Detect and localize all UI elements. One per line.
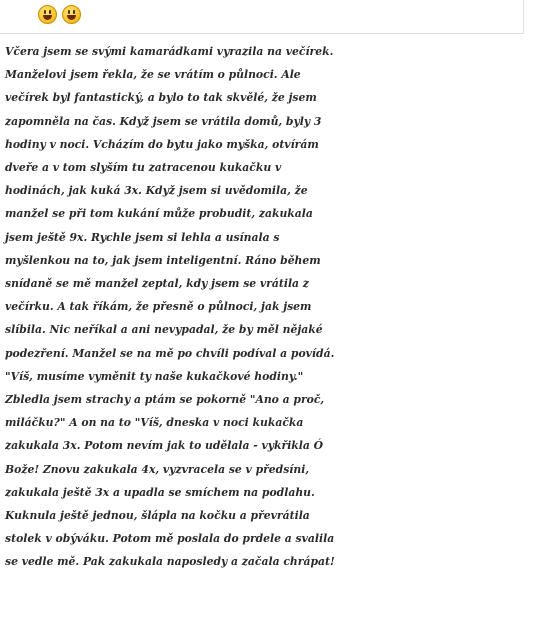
text-line: večírek byl fantastický, a bylo to tak skvělé, že jsem <box>5 91 317 105</box>
text-line: podezření. Manžel se na mě po chvíli podíval a povídá. <box>5 346 335 360</box>
text-line: "Víš, musíme vyměnit ty naše kukačkové hodiny." <box>5 369 304 383</box>
smiley-emoji-icon <box>62 5 81 24</box>
text-line: snídaně se mě manžel zeptal, kdy jsem se vrátila z <box>5 277 309 291</box>
text-line: hodinách, jak kuká 3x. Když jsem si uvědomila, že <box>5 184 308 198</box>
post-text <box>5 40 535 574</box>
text-line: Kuknula ještě jednou, šlápla na kočku a převrátila <box>5 509 310 523</box>
text-line: Včera jsem se svými kamarádkami vyrazila na večírek. <box>5 45 334 58</box>
text-line: dveře a v tom slyším tu zatracenou kukačku v <box>5 161 282 175</box>
text-line: zakukala 3x. Potom nevím jak to udělala - vykřikla Ó <box>5 439 324 453</box>
text-line: myšlenkou na to, jak jsem inteligentní. Ráno během <box>5 253 321 267</box>
text-line: miláčku?" A on na to "Víš, dneska v noci kukačka <box>5 416 304 430</box>
text-line: večírku. A tak říkám, že přesně o půlnoci, jak jsem <box>5 300 312 314</box>
text-line: Manželovi jsem řekla, že se vrátím o půlnoci. Ale <box>5 68 301 82</box>
text-line: zakukala ještě 3x a upadla se smíchem na podlahu. <box>5 485 315 499</box>
emoji-row <box>38 5 81 24</box>
text-line: stolek v obýváku. Potom mě poslala do prdele a svalila <box>5 532 335 546</box>
text-line: jsem ještě 9x. Rychle jsem si lehla a usínala s <box>5 230 280 244</box>
text-line: se vedle mě. Pak zakukala naposledy a začala chrápat! <box>5 555 335 569</box>
text-line: zapomněla na čas. Když jsem se vrátila domů, byly 3 <box>5 114 322 128</box>
text-line: hodiny v noci. Vcházím do bytu jako myška, otvírám <box>5 137 319 151</box>
text-line: Bože! Znovu zakukala 4x, vyzvracela se v předsíni, <box>5 462 310 476</box>
header-divider <box>0 33 523 34</box>
post-header <box>0 0 540 34</box>
smiley-emoji-icon <box>38 5 57 24</box>
text-line: slíbila. Nic neříkal a ani nevypadal, že by měl nějaké <box>5 323 323 337</box>
header-edge <box>523 0 524 34</box>
text-line: manžel se při tom kukání může probudit, zakukala <box>5 207 313 221</box>
text-line: Zbledla jsem strachy a ptám se pokorně "Ano a proč, <box>5 393 325 407</box>
